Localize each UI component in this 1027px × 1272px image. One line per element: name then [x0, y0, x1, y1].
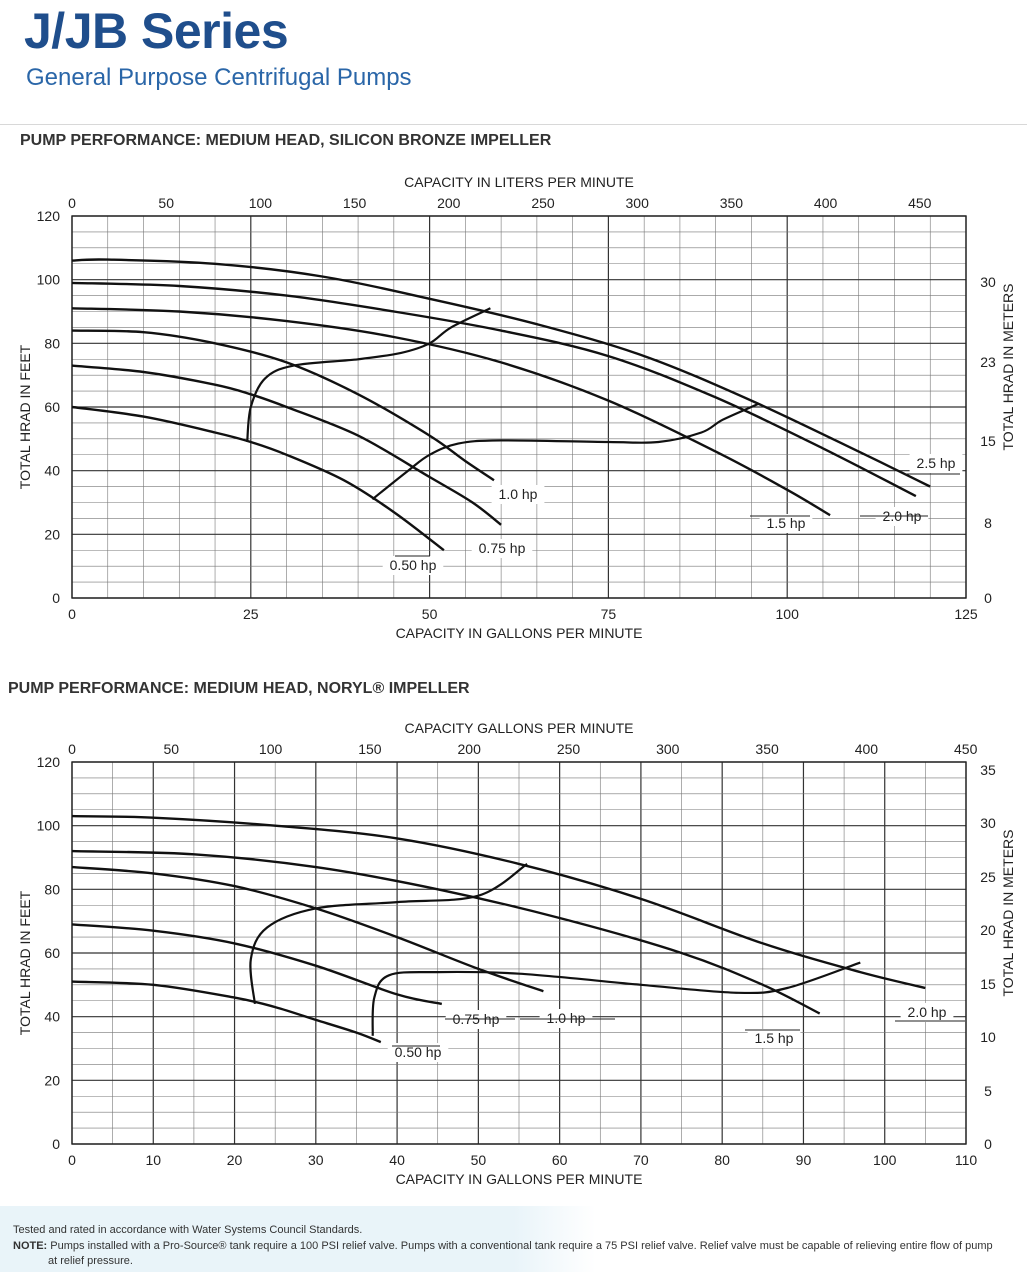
- y2-tick-label: 30: [980, 274, 996, 290]
- y-axis-title: TOTAL HRAD IN FEET: [17, 344, 33, 490]
- x-tick-label: 50: [470, 1152, 487, 1168]
- y2-tick-label: 30: [980, 815, 996, 831]
- y-tick-label: 0: [52, 1136, 60, 1152]
- y-tick-label: 20: [44, 1072, 60, 1089]
- x-axis-title: CAPACITY IN GALLONS PER MINUTE: [395, 1171, 643, 1187]
- x2-tick-label: 150: [358, 741, 382, 757]
- chart1-bronze-impeller: [0, 160, 1027, 655]
- x2-tick-label: 400: [813, 195, 838, 211]
- y2-axis-title: TOTAL HRAD IN METERS: [1000, 283, 1016, 451]
- series-label: 1.5 hp: [766, 515, 806, 531]
- footer-note-text: Pumps installed with a Pro-Source® tank require a 100 PSI relief valve. Pumps with a conventional tank require a 75 PSI relief valve. Relief valve must be capable of relieving entire flow of pump: [50, 1240, 993, 1252]
- y2-tick-label: 20: [980, 922, 996, 938]
- x-tick-label: 100: [775, 606, 799, 622]
- y2-tick-label: 35: [980, 762, 996, 778]
- footer-note-continued: at relief pressure.: [48, 1255, 133, 1267]
- x-tick-label: 40: [389, 1152, 405, 1168]
- y-axis-title: TOTAL HRAD IN FEET: [17, 890, 33, 1036]
- series-label: 2.5 hp: [916, 455, 956, 471]
- curve-0-50-hp: [72, 407, 444, 550]
- x2-tick-label: 200: [457, 741, 481, 757]
- y-tick-label: 80: [44, 335, 60, 352]
- x2-tick-label: 100: [248, 195, 273, 211]
- footer-note-label: NOTE:: [13, 1240, 48, 1252]
- series-label: 2.0 hp: [882, 508, 922, 524]
- x-tick-label: 25: [243, 606, 259, 622]
- chart2-noryl-impeller: [0, 706, 1027, 1201]
- series-label: 0.50 hp: [394, 1044, 442, 1060]
- y2-tick-label: 0: [984, 1136, 992, 1152]
- y-tick-label: 20: [44, 526, 60, 543]
- y-tick-label: 120: [36, 208, 60, 224]
- x2-tick-label: 100: [258, 741, 283, 757]
- x-tick-label: 70: [633, 1152, 649, 1168]
- x2-tick-label: 350: [719, 195, 744, 211]
- series-label: 0.75 hp: [478, 540, 526, 556]
- x2-tick-label: 0: [68, 741, 76, 757]
- series-label: 1.0 hp: [498, 486, 538, 502]
- y2-axis-title: TOTAL HRAD IN METERS: [1000, 829, 1016, 997]
- y2-tick-label: 25: [980, 869, 996, 885]
- chart2-title: PUMP PERFORMANCE: MEDIUM HEAD, NORYL® IMPELLER: [8, 680, 470, 697]
- x2-axis-title: CAPACITY IN LITERS PER MINUTE: [404, 174, 634, 190]
- x-tick-label: 60: [551, 1152, 568, 1168]
- y-tick-label: 80: [44, 881, 60, 898]
- y2-tick-label: 8: [984, 515, 992, 531]
- x2-tick-label: 50: [158, 195, 174, 211]
- y2-tick-label: 0: [984, 590, 992, 606]
- page-title: J/JB Series: [24, 3, 289, 59]
- x-tick-label: 20: [226, 1152, 243, 1168]
- y-tick-label: 60: [44, 399, 60, 415]
- x-tick-label: 100: [873, 1152, 897, 1168]
- y-tick-label: 0: [52, 590, 60, 606]
- y2-tick-label: 15: [980, 976, 996, 992]
- y2-tick-label: 15: [980, 433, 996, 449]
- x2-tick-label: 250: [531, 195, 555, 211]
- x-tick-label: 30: [308, 1152, 324, 1168]
- x-tick-label: 75: [600, 606, 617, 622]
- x2-tick-label: 300: [656, 741, 680, 757]
- x-tick-label: 0: [68, 606, 76, 622]
- y2-tick-label: 23: [980, 354, 996, 370]
- series-label: 2.0 hp: [907, 1004, 947, 1020]
- x2-tick-label: 50: [163, 741, 180, 757]
- series-label: 0.75 hp: [452, 1011, 500, 1027]
- x-tick-label: 80: [714, 1152, 730, 1168]
- y-tick-label: 40: [44, 1008, 60, 1025]
- x2-tick-label: 200: [437, 195, 461, 211]
- x2-tick-label: 400: [854, 741, 879, 757]
- y-tick-label: 100: [36, 817, 60, 834]
- footer-standards-text: Tested and rated in accordance with Water Systems Council Standards.: [13, 1224, 363, 1236]
- x-tick-label: 90: [795, 1152, 812, 1168]
- footer-note: [13, 1240, 993, 1252]
- y2-tick-label: 10: [980, 1029, 996, 1045]
- x2-tick-label: 450: [954, 741, 978, 757]
- x2-tick-label: 350: [755, 741, 779, 757]
- curve-2-0-hp: [72, 283, 916, 496]
- curve-0-50-hp: [72, 982, 381, 1043]
- x-tick-label: 10: [145, 1152, 162, 1168]
- y-tick-label: 40: [44, 462, 60, 479]
- x2-axis-title: CAPACITY GALLONS PER MINUTE: [404, 720, 634, 736]
- header-divider: [0, 124, 1027, 125]
- page-subtitle: General Purpose Centrifugal Pumps: [26, 64, 412, 91]
- grid: [72, 762, 966, 1144]
- max-rate-boundary-lower: [372, 404, 758, 500]
- curve-0-75-hp: [72, 924, 442, 1004]
- series-label: 1.5 hp: [754, 1030, 794, 1046]
- x2-tick-label: 300: [625, 195, 649, 211]
- x2-tick-label: 0: [68, 195, 76, 211]
- x-tick-label: 0: [68, 1152, 76, 1168]
- x2-tick-label: 150: [342, 195, 367, 211]
- x-axis-title: CAPACITY IN GALLONS PER MINUTE: [395, 625, 643, 641]
- y-tick-label: 100: [36, 271, 60, 288]
- x-tick-label: 125: [954, 606, 978, 622]
- y-tick-label: 120: [36, 754, 60, 770]
- footer-notes: [0, 1206, 1027, 1272]
- series-label: 0.50 hp: [389, 557, 437, 573]
- x-tick-label: 50: [421, 606, 438, 622]
- x-tick-label: 110: [954, 1152, 978, 1168]
- chart1-title: PUMP PERFORMANCE: MEDIUM HEAD, SILICON BRONZE IMPELLER: [20, 132, 552, 149]
- y-tick-label: 60: [44, 945, 60, 961]
- curve-1-5-hp: [72, 308, 830, 515]
- x2-tick-label: 450: [908, 195, 932, 211]
- y2-tick-label: 5: [984, 1083, 992, 1099]
- x2-tick-label: 250: [556, 741, 581, 757]
- series-label: 1.0 hp: [546, 1010, 586, 1026]
